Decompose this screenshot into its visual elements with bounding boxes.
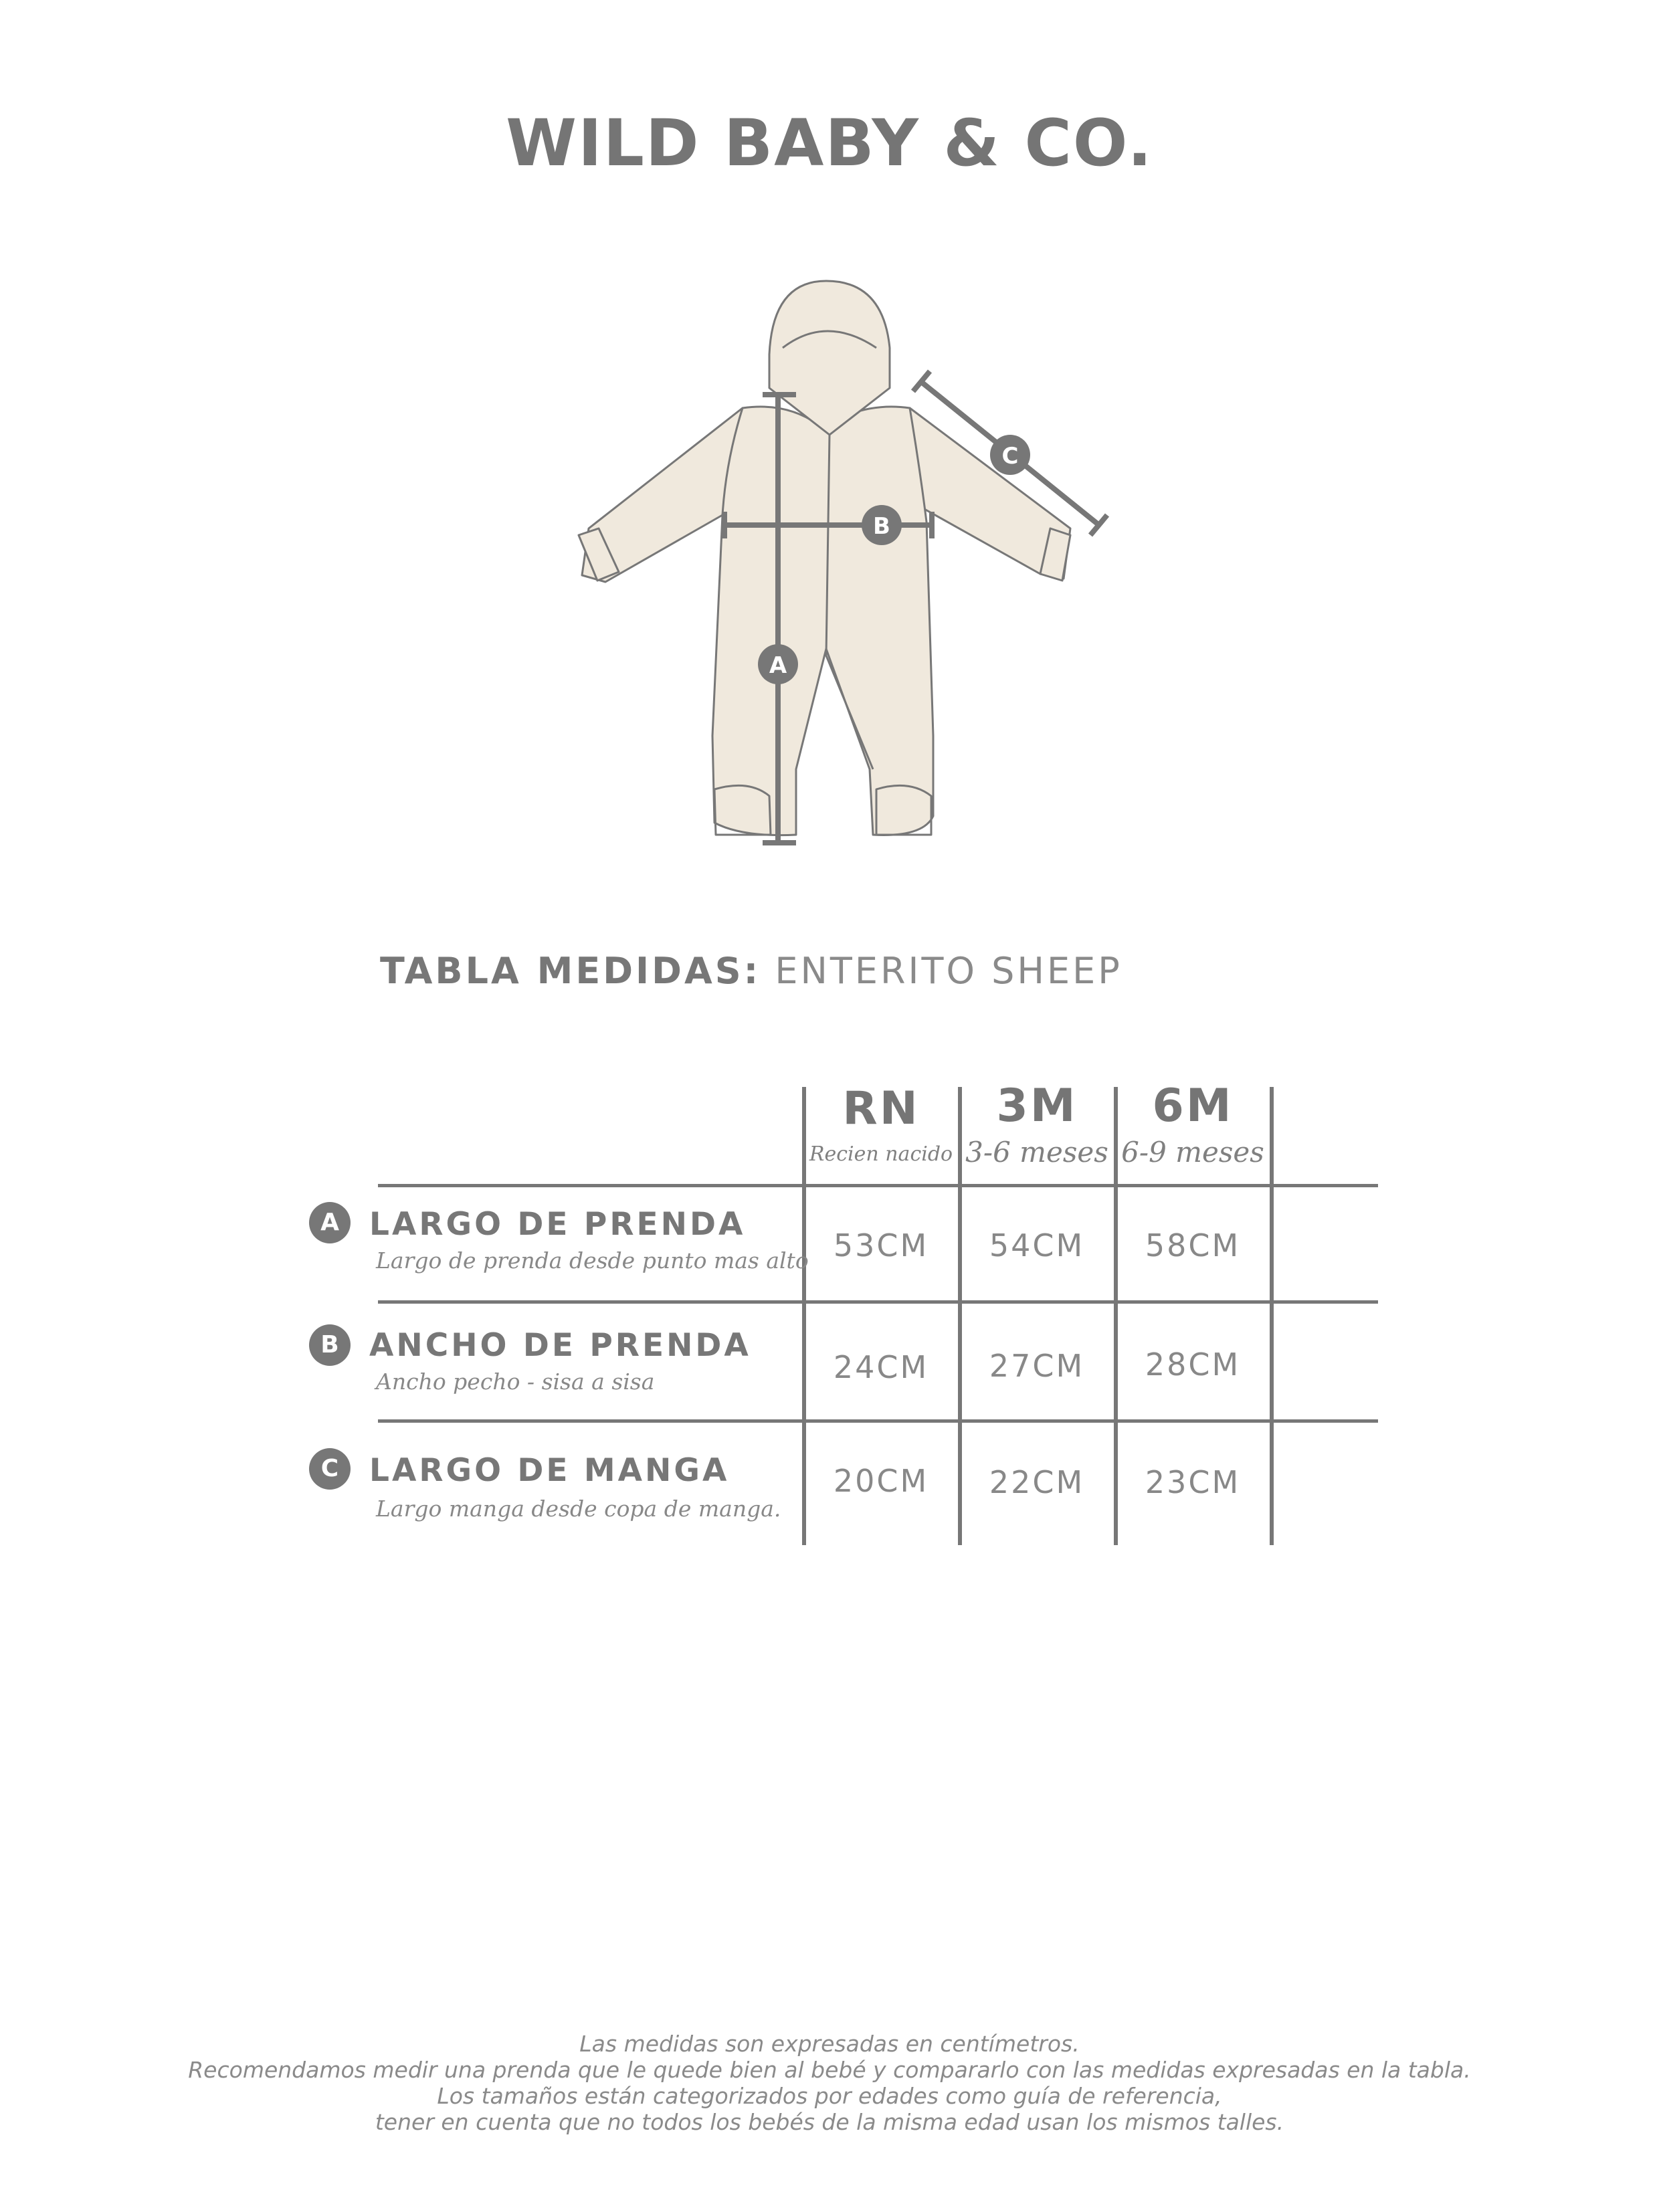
row-desc-ancho-prenda: Ancho pecho - sisa a sisa (376, 1369, 655, 1395)
row-desc-largo-manga: Largo manga desde copa de manga. (376, 1496, 781, 1522)
cell-b-6m: 28CM (1145, 1346, 1241, 1383)
cell-c-6m: 23CM (1145, 1464, 1241, 1500)
svg-text:B: B (873, 513, 890, 540)
row-title-largo-manga: LARGO DE MANGA (369, 1452, 730, 1489)
row-title-largo-prenda: LARGO DE PRENDA (369, 1206, 746, 1243)
footer-line: tener en cuenta que no todos los bebés de la misma edad usan los mismos talles. (375, 2109, 1284, 2135)
row-desc-largo-prenda: Largo de prenda desde punto mas alto (376, 1247, 809, 1274)
size-code-6m: 6M (1152, 1080, 1234, 1132)
cell-a-3m: 54CM (989, 1227, 1085, 1264)
row-badge-a: A (309, 1202, 351, 1243)
cell-a-6m: 58CM (1145, 1227, 1241, 1264)
divider (378, 1300, 1378, 1304)
footer-notes (0, 2031, 1659, 2135)
footer-line: Las medidas son expresadas en centímetros. (579, 2031, 1080, 2057)
cell-c-rn: 20CM (833, 1463, 929, 1499)
row-title-ancho-prenda: ANCHO DE PRENDA (369, 1327, 751, 1364)
cell-b-rn: 24CM (833, 1349, 929, 1385)
cell-b-3m: 27CM (989, 1348, 1085, 1384)
divider (378, 1184, 1378, 1187)
size-label-6m: 6-9 meses (1121, 1136, 1264, 1169)
size-label-3m: 3-6 meses (965, 1136, 1108, 1169)
svg-text:C: C (1001, 443, 1019, 470)
cell-a-rn: 53CM (833, 1227, 929, 1264)
heading-product: ENTERITO SHEEP (775, 950, 1123, 992)
table-heading (380, 950, 1123, 992)
row-badge-b: B (309, 1324, 351, 1366)
onesie-illustration (579, 281, 1070, 835)
svg-text:A: A (769, 652, 787, 679)
footer-line: Los tamaños están categorizados por edades como guía de referencia, (437, 2083, 1222, 2109)
row-badge-c: C (309, 1448, 351, 1490)
size-code-3m: 3M (996, 1080, 1078, 1132)
size-code-rn: RN (842, 1082, 920, 1135)
size-label-rn: Recien nacido (809, 1142, 953, 1166)
brand-title: WILD BABY & CO. (506, 106, 1153, 181)
heading-label: TABLA MEDIDAS: (380, 950, 761, 992)
divider (378, 1419, 1378, 1423)
cell-c-3m: 22CM (989, 1464, 1085, 1500)
footer-line: Recomendamos medir una prenda que le quede bien al bebé y compararlo con las medidas expresadas en la tabla. (188, 2057, 1471, 2083)
